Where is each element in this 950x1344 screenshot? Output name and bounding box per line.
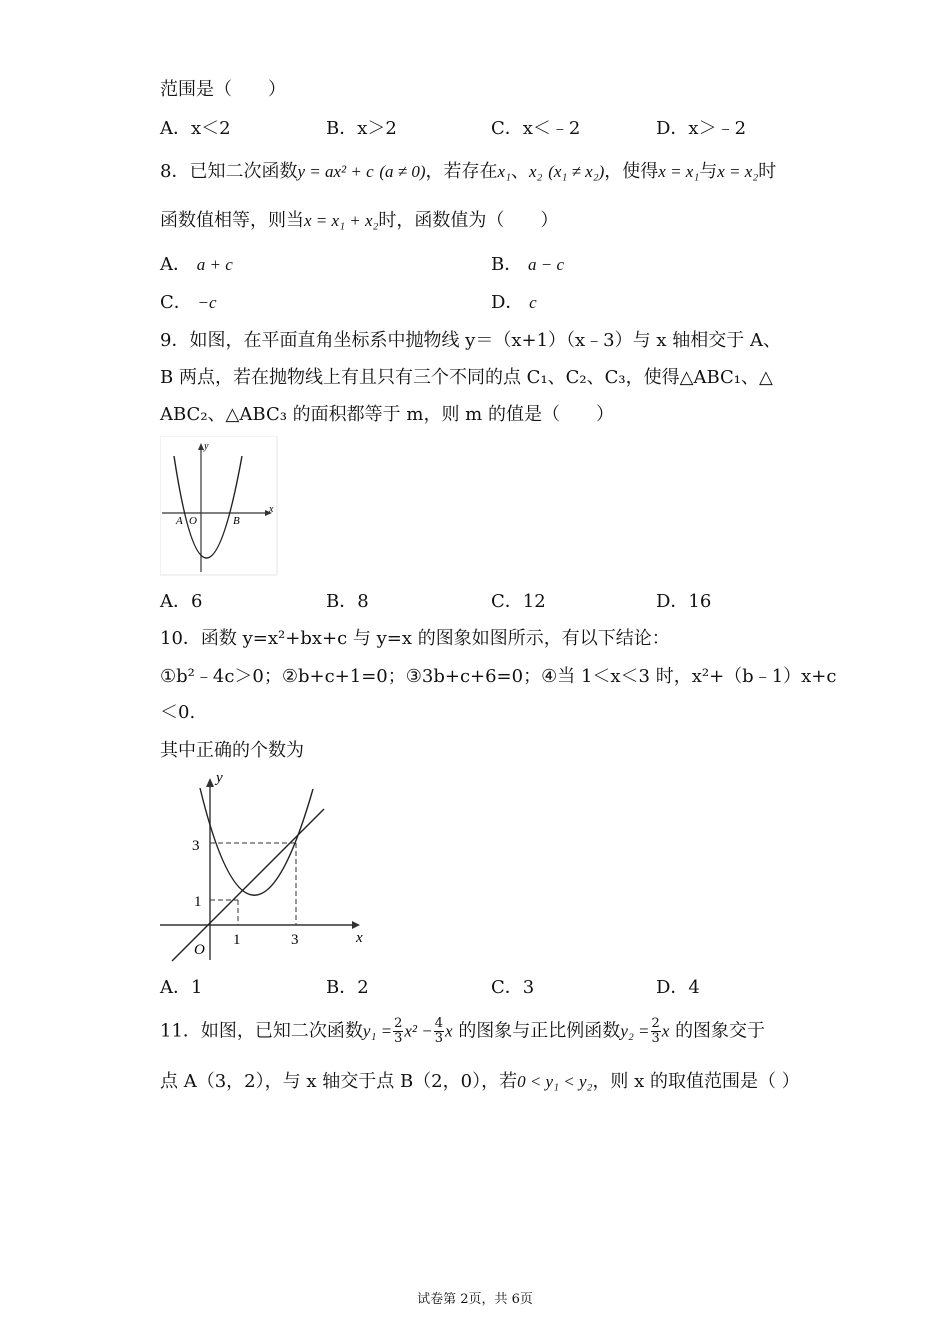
y-axis-arrow-icon [206, 778, 214, 787]
q11-text: 的图象与正比例函数 [458, 1020, 621, 1042]
q10-stem-line1: 10．函数 y=x²+bx+c 与 y=x 的图象如图所示，有以下结论： [160, 628, 670, 649]
q11-text: ，则 x 的取值范围是（ ） [592, 1071, 800, 1092]
x-axis-label: x [269, 504, 274, 515]
q8-condition: (a ≠ 0) [379, 162, 426, 181]
q7-option-d[interactable]: D．x＞﹣2 [656, 118, 747, 139]
q11-fraction [434, 1017, 444, 1046]
option-label: C． [160, 292, 192, 313]
q8-text: 、 [511, 161, 529, 182]
q8-text: 时，函数值为（ ） [378, 210, 559, 231]
option-label: B． [491, 254, 523, 275]
q10-option-b[interactable]: B．2 [326, 977, 369, 998]
q7-option-a[interactable]: A．x＜2 [160, 118, 231, 139]
option-label: D． [491, 292, 524, 313]
q11-term: x² − [404, 1021, 433, 1041]
origin-label: O [194, 942, 205, 958]
q8-stem-line2 [160, 209, 558, 233]
q10-question: 其中正确的个数为 [160, 740, 304, 761]
q8-option-b[interactable] [491, 253, 564, 277]
q8-eq1: x = x₁ [658, 162, 700, 181]
option-value: −c [197, 293, 217, 312]
q7-option-c[interactable]: C．x＜﹣2 [491, 118, 581, 139]
line-y-equals-x [172, 809, 324, 961]
graph-frame [160, 436, 277, 575]
q11-fraction [393, 1017, 403, 1046]
y-axis-label: y [216, 770, 223, 786]
q8-text: 已知二次函数 [189, 161, 298, 182]
q8-text: 时 [758, 161, 777, 182]
point-b-label: B [233, 515, 240, 527]
q8-formula: y = ax² + c [297, 162, 374, 181]
option-value: a − c [527, 255, 564, 274]
q9-option-b[interactable]: B．8 [326, 591, 369, 612]
q11-text: 的图象交于 [675, 1020, 766, 1042]
q10-option-a[interactable]: A．1 [160, 977, 203, 998]
page-footer: 试卷第 2页，共 6页 [417, 1292, 533, 1307]
q8-condition2: (x₁ ≠ x₂) [548, 162, 605, 181]
q11-inequality: 0 < y₁ < y₂ [517, 1072, 593, 1091]
q9-option-c[interactable]: C．12 [491, 591, 546, 612]
tick-label-y3: 3 [192, 838, 200, 854]
q8-text: 函数值相等，则当 [160, 210, 304, 231]
q8-text: ，若存在 [425, 161, 498, 182]
q11-text: 11．如图，已知二次函数 [160, 1020, 363, 1042]
q8-eq2: x = x₂ [717, 162, 759, 181]
numerator: 2 [394, 1016, 403, 1031]
q10-function-graph [158, 768, 373, 968]
q8-option-c[interactable] [160, 291, 217, 315]
q9-stem-line3: ABC₂、△ABC₃ 的面积都等于 m，则 m 的值是（ ） [160, 404, 614, 425]
q8-option-d[interactable] [491, 291, 537, 315]
numerator: 2 [651, 1016, 660, 1031]
option-value: a + c [196, 255, 233, 274]
x-axis-label: x [356, 930, 363, 946]
q8-stem-line1 [160, 160, 776, 184]
q7-tail: 范围是（ ） [160, 79, 286, 100]
q8-option-a[interactable] [160, 253, 233, 277]
q10-option-c[interactable]: C．3 [491, 977, 535, 998]
q11-x2: x [661, 1021, 670, 1041]
q8-var-x2: x₂ [529, 162, 543, 181]
tick-label-x1: 1 [233, 932, 241, 948]
denominator: 3 [394, 1031, 403, 1046]
tick-label-y1: 1 [194, 894, 202, 910]
origin-label: O [189, 515, 197, 527]
q9-parabola-graph [160, 436, 278, 576]
q10-option-d[interactable]: D．4 [656, 977, 700, 998]
tick-label-x3: 3 [291, 932, 299, 948]
q11-stem-line2 [160, 1070, 800, 1094]
q11-stem-line1 [160, 1017, 765, 1046]
x-axis-arrow-icon [352, 921, 360, 929]
q8-text: ，使得 [604, 161, 659, 182]
option-label: A． [160, 254, 191, 275]
denominator: 3 [434, 1031, 444, 1046]
q8-number: 8． [160, 161, 190, 182]
q8-var-x1: x₁ [497, 162, 511, 181]
q8-eq3: x = x₁ + x₂ [304, 211, 379, 230]
numerator: 4 [434, 1016, 444, 1031]
q9-option-a[interactable]: A．6 [160, 591, 203, 612]
option-value: c [529, 293, 537, 312]
q11-x: x [445, 1021, 453, 1041]
q9-stem-line1: 9．如图，在平面直角坐标系中抛物线 y＝（x+1）（x﹣3）与 x 轴相交于 A、 [160, 330, 781, 351]
q10-conclusions: ①b²﹣4c＞0；②b+c+1=0；③3b+c+6=0；④当 1＜x＜3 时，x²+（b﹣1）x+c [160, 666, 837, 687]
point-a-label: A [176, 515, 183, 527]
q10-stem-line3: ＜0. [160, 702, 196, 723]
q11-fraction [651, 1017, 661, 1046]
q11-text: 点 A（3，2），与 x 轴交于点 B（2，0），若 [160, 1071, 518, 1092]
q11-y2: y₂ = [620, 1021, 650, 1041]
q8-text: 与 [699, 161, 718, 182]
q9-stem-line2: B 两点，若在抛物线上有且只有三个不同的点 C₁、C₂、C₃，使得△ABC₁、△ [160, 367, 773, 388]
y-axis-label: y [204, 441, 209, 452]
q7-option-b[interactable]: B．x＞2 [326, 118, 397, 139]
q9-option-d[interactable]: D．16 [656, 591, 712, 612]
q11-y1: y₁ = [362, 1021, 393, 1041]
denominator: 3 [651, 1031, 660, 1046]
